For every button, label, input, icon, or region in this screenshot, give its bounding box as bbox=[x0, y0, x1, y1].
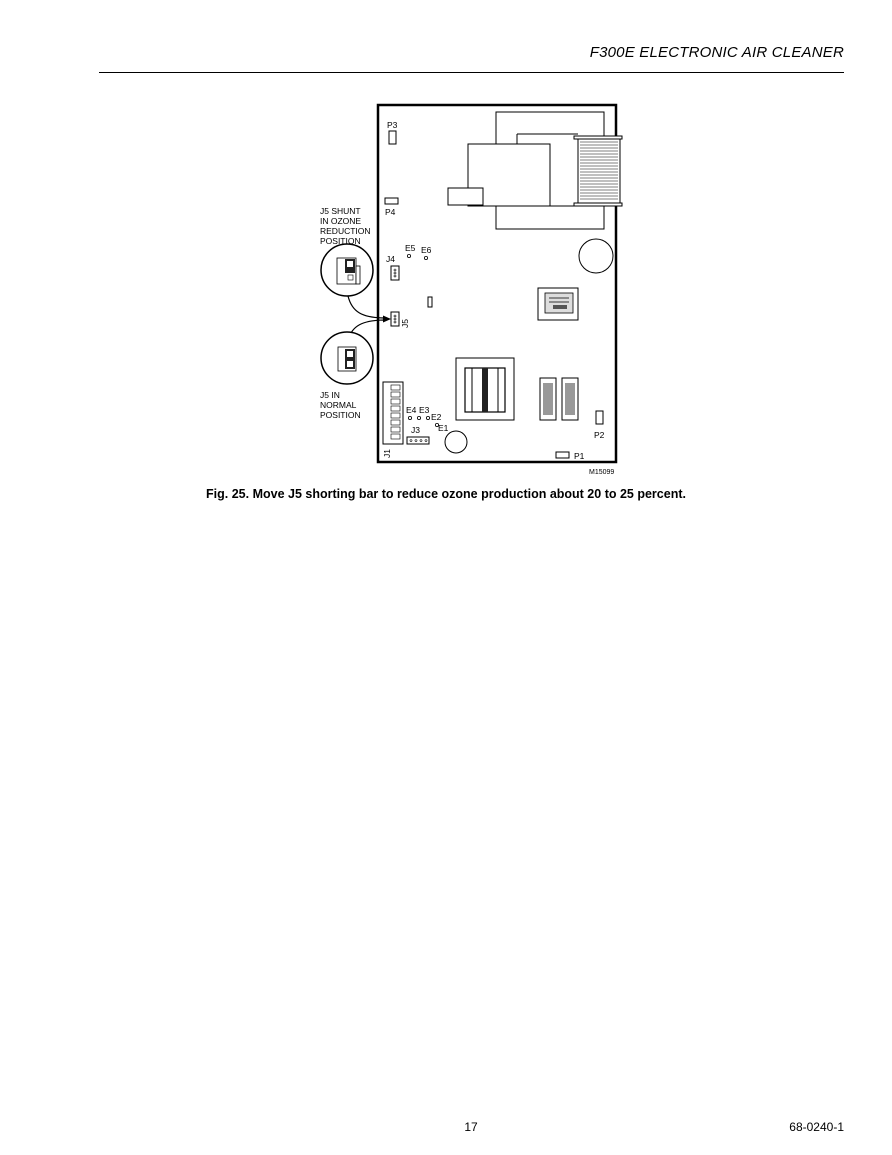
page-number: 17 bbox=[464, 1120, 478, 1134]
p2-label: P2 bbox=[594, 430, 605, 440]
p2-connector bbox=[596, 411, 603, 424]
drawing-number: M15099 bbox=[589, 469, 615, 476]
normal-callout bbox=[320, 390, 361, 420]
page-header-title: F300E ELECTRONIC AIR CLEANER bbox=[589, 44, 844, 61]
document-number: 68-0240-1 bbox=[789, 1120, 844, 1134]
e6-label: E6 bbox=[421, 245, 432, 255]
ribbon-connector bbox=[574, 136, 622, 206]
header-rule bbox=[99, 72, 844, 73]
svg-text:J5 IN: J5 IN bbox=[320, 390, 340, 400]
p4-connector bbox=[385, 198, 398, 204]
normal-detail bbox=[321, 332, 373, 384]
svg-text:POSITION: POSITION bbox=[320, 236, 361, 246]
shunt-ozone-detail bbox=[321, 244, 373, 296]
j5-label: J5 bbox=[400, 319, 410, 328]
j1-terminal-strip bbox=[383, 382, 403, 444]
capacitor-small bbox=[445, 431, 467, 453]
j4-label: J4 bbox=[386, 254, 395, 264]
p3-connector bbox=[389, 131, 396, 144]
svg-text:REDUCTION: REDUCTION bbox=[320, 226, 371, 236]
circuit-board-diagram bbox=[300, 96, 640, 481]
j5-header bbox=[391, 312, 399, 326]
svg-text:POSITION: POSITION bbox=[320, 410, 361, 420]
e5-label: E5 bbox=[405, 243, 416, 253]
e3-label: E3 bbox=[419, 405, 430, 415]
svg-text:J5 SHUNT: J5 SHUNT bbox=[320, 206, 361, 216]
j1-label: J1 bbox=[382, 449, 392, 458]
e4-label: E4 bbox=[406, 405, 417, 415]
top-assembly-tab bbox=[448, 188, 483, 205]
j4-header bbox=[391, 266, 399, 280]
p1-connector bbox=[556, 452, 569, 458]
relay-left bbox=[540, 378, 556, 420]
relay-right bbox=[562, 378, 578, 420]
p4-label: P4 bbox=[385, 207, 396, 217]
circuit-board-figure bbox=[300, 96, 640, 481]
shunt-ozone-callout bbox=[320, 206, 371, 246]
transformer bbox=[456, 358, 514, 420]
svg-text:NORMAL: NORMAL bbox=[320, 400, 357, 410]
capacitor-large bbox=[579, 239, 613, 273]
figure-caption: Fig. 25. Move J5 shorting bar to reduce ozone production about 20 to 25 percent. bbox=[206, 487, 686, 501]
p1-label: P1 bbox=[574, 451, 585, 461]
j3-label: J3 bbox=[411, 425, 420, 435]
e1-label: E1 bbox=[438, 423, 449, 433]
ic-chip bbox=[538, 288, 578, 320]
svg-text:IN OZONE: IN OZONE bbox=[320, 216, 362, 226]
p3-label: P3 bbox=[387, 120, 398, 130]
e2-label: E2 bbox=[431, 412, 442, 422]
